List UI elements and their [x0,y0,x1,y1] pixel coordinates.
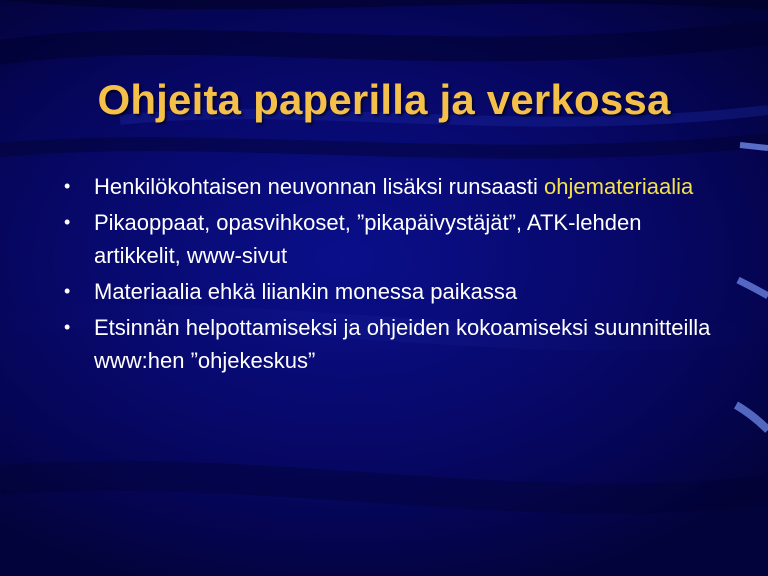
list-item [58,170,718,203]
bullet-text: Henkilökohtaisen neuvonnan lisäksi runsaasti [94,174,545,199]
bullet-highlight: ohjemateriaalia [544,174,694,199]
bullet-text: Pikaoppaat, opasvihkoset, ”pikapäivystäjät”, ATK-lehden artikkelit, www-sivut [94,210,642,268]
bullet-list [58,170,718,380]
bullet-icon: • [64,317,71,337]
bullet-icon: • [64,212,71,232]
bullet-icon: • [64,176,71,196]
list-item [58,275,718,308]
bullet-text: Etsinnän helpottamiseksi ja ohjeiden kokoamiseksi suunnitteilla www:hen ”ohjekeskus” [94,315,711,373]
list-item [58,206,718,272]
bullet-icon: • [64,281,71,301]
list-item [58,311,718,377]
slide-title: Ohjeita paperilla ja verkossa [97,76,671,123]
bullet-text: Materiaalia ehkä liiankin monessa paikassa [94,279,518,304]
